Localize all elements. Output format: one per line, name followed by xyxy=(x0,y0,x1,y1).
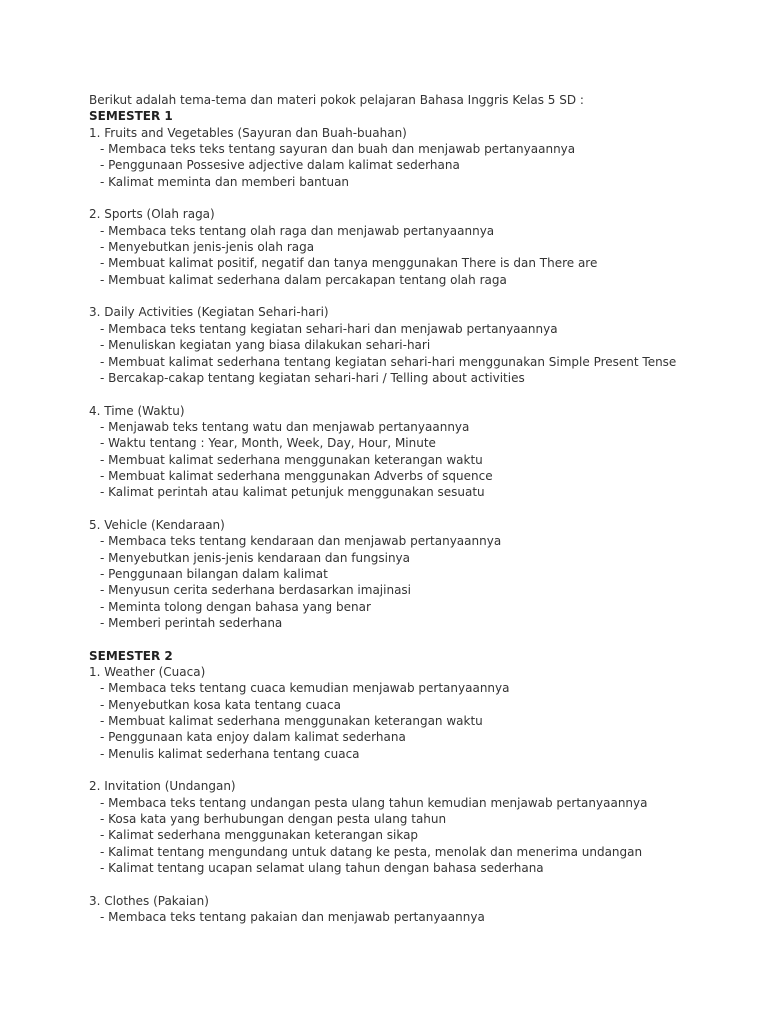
list-item: - Penggunaan bilangan dalam kalimat xyxy=(100,566,328,581)
list-item: - Membaca teks teks tentang sayuran dan buah dan menjawab pertanyaannya xyxy=(100,142,576,157)
blank-line xyxy=(89,762,749,778)
topic-title: 3. Daily Activities (Kegiatan Sehari-hari) xyxy=(89,305,329,320)
list-item: - Membuat kalimat sederhana menggunakan keterangan waktu xyxy=(100,714,483,729)
blank-line xyxy=(89,877,749,893)
list-item: - Kalimat tentang ucapan selamat ulang tahun dengan bahasa sederhana xyxy=(100,861,544,876)
blank-line xyxy=(89,501,749,517)
list-item: - Membuat kalimat positif, negatif dan tanya menggunakan There is dan There are xyxy=(100,256,598,271)
list-item: - Membaca teks tentang pakaian dan menjawab pertanyaannya xyxy=(100,910,485,925)
list-item: - Penggunaan Possesive adjective dalam kalimat sederhana xyxy=(100,158,460,173)
document-body xyxy=(89,92,749,926)
list-item: - Menjawab teks tentang watu dan menjawab pertanyaannya xyxy=(100,419,470,434)
list-item: - Kalimat meminta dan memberi bantuan xyxy=(100,174,350,189)
semester-2-heading: SEMESTER 2 xyxy=(89,648,173,663)
topic-title: 1. Fruits and Vegetables (Sayuran dan Buah-buahan) xyxy=(89,125,407,140)
list-item: - Menyebutkan jenis-jenis olah raga xyxy=(100,240,315,255)
list-item: - Kalimat perintah atau kalimat petunjuk menggunakan sesuatu xyxy=(100,485,485,500)
list-item: - Membaca teks tentang cuaca kemudian menjawab pertanyaannya xyxy=(100,681,510,696)
list-item: - Membuat kalimat sederhana tentang kegiatan sehari-hari menggunakan Simple Present Tense xyxy=(100,354,677,369)
list-item: - Menyebutkan kosa kata tentang cuaca xyxy=(100,697,341,712)
topic-title: 1. Weather (Cuaca) xyxy=(89,665,206,680)
list-item: - Penggunaan kata enjoy dalam kalimat sederhana xyxy=(100,730,406,745)
list-item: - Membaca teks tentang olah raga dan menjawab pertanyaannya xyxy=(100,223,495,238)
topic-title: 5. Vehicle (Kendaraan) xyxy=(89,517,225,532)
list-item: - Kosa kata yang berhubungan dengan pesta ulang tahun xyxy=(100,812,447,827)
list-item: - Memberi perintah sederhana xyxy=(100,616,283,630)
list-item: - Kalimat tentang mengundang untuk datang ke pesta, menolak dan menerima undangan xyxy=(100,844,643,859)
list-item: - Waktu tentang : Year, Month, Week, Day, Hour, Minute xyxy=(100,436,436,451)
blank-line xyxy=(89,631,749,647)
list-item: - Membuat kalimat sederhana dalam percakapan tentang olah raga xyxy=(100,272,507,287)
topic-title: 2. Sports (Olah raga) xyxy=(89,207,215,222)
list-item: - Bercakap-cakap tentang kegiatan sehari-hari / Telling about activities xyxy=(100,370,525,385)
blank-line xyxy=(89,386,749,402)
list-item: - Membaca teks tentang kendaraan dan menjawab pertanyaannya xyxy=(100,534,502,549)
blank-line xyxy=(89,288,749,304)
list-item: - Menulis kalimat sederhana tentang cuaca xyxy=(100,746,360,761)
list-item: - Menuliskan kegiatan yang biasa dilakukan sehari-hari xyxy=(100,338,431,353)
list-item: - Menyebutkan jenis-jenis kendaraan dan fungsinya xyxy=(100,550,411,565)
topic-title: 2. Invitation (Undangan) xyxy=(89,779,236,794)
semester-1-heading: SEMESTER 1 xyxy=(89,109,173,124)
list-item: - Membuat kalimat sederhana menggunakan Adverbs of squence xyxy=(100,468,493,483)
topic-title: 3. Clothes (Pakaian) xyxy=(89,893,209,908)
intro-text: Berikut adalah tema-tema dan materi pokok pelajaran Bahasa Inggris Kelas 5 SD : xyxy=(89,93,584,107)
list-item: - Menyusun cerita sederhana berdasarkan imajinasi xyxy=(100,583,412,598)
topic-title: 4. Time (Waktu) xyxy=(89,403,185,418)
list-item: - Meminta tolong dengan bahasa yang benar xyxy=(100,599,371,614)
list-item: - Membaca teks tentang undangan pesta ulang tahun kemudian menjawab pertanyaannya xyxy=(100,795,648,810)
list-item: - Kalimat sederhana menggunakan keterangan sikap xyxy=(100,828,419,843)
list-item: - Membuat kalimat sederhana menggunakan keterangan waktu xyxy=(100,452,483,467)
blank-line xyxy=(89,190,749,206)
list-item: - Membaca teks tentang kegiatan sehari-hari dan menjawab pertanyaannya xyxy=(100,321,558,336)
